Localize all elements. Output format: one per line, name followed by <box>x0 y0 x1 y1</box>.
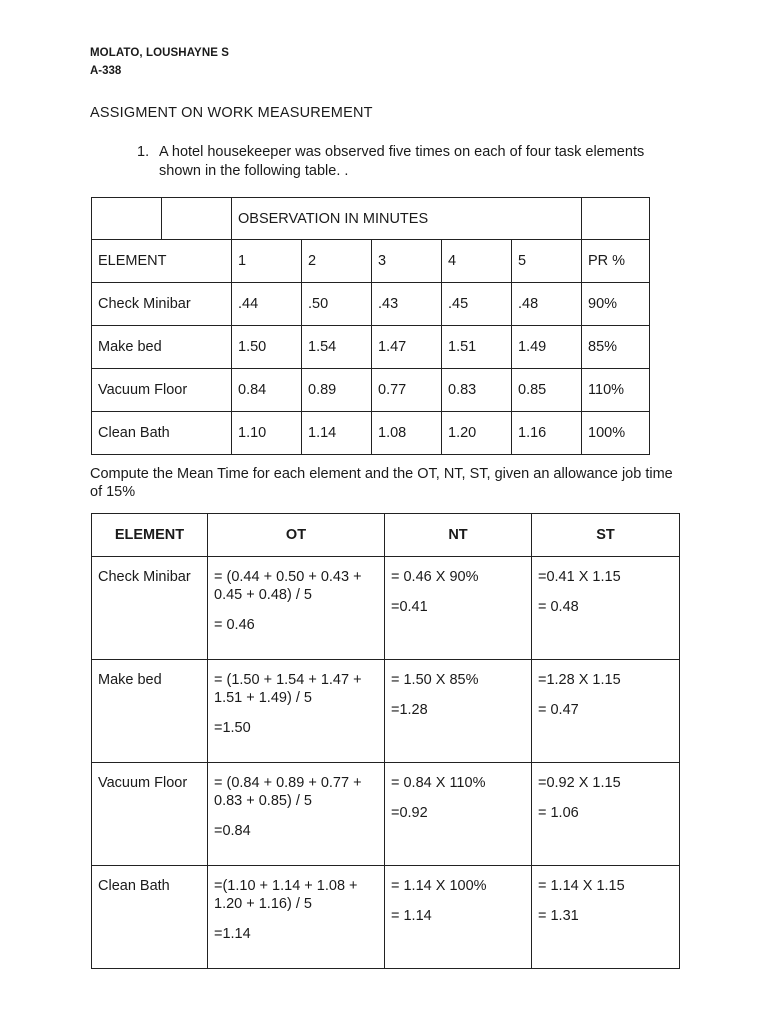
student-name: MOLATO, LOUSHAYNE S <box>90 47 230 59</box>
ot-result: =0.84 <box>214 823 251 839</box>
table-row <box>92 557 680 660</box>
ot-result: =1.50 <box>214 720 251 736</box>
st-formula: = 1.14 X 1.15 <box>538 878 625 894</box>
st-cell <box>532 557 680 660</box>
st-cell <box>532 660 680 763</box>
st-result: = 1.06 <box>538 805 579 821</box>
header-blank-cell <box>582 198 650 240</box>
st-formula: =0.41 X 1.15 <box>538 569 621 585</box>
st-formula: =1.28 X 1.15 <box>538 672 621 688</box>
st-formula: =0.92 X 1.15 <box>538 775 621 791</box>
assignment-title: ASSIGMENT ON WORK MEASUREMENT <box>90 105 373 121</box>
observation-cell: .48 <box>512 283 582 326</box>
nt-result: = 1.14 <box>391 908 432 924</box>
observation-table <box>91 197 650 455</box>
instruction-text: Compute the Mean Time for each element and the OT, NT, ST, given an allowance job time of 15% <box>90 466 673 500</box>
element-cell: Check Minibar <box>92 557 208 660</box>
ot-result: = 0.46 <box>214 617 255 633</box>
observation-header-row <box>92 198 650 240</box>
rating-cell: 100% <box>582 412 650 455</box>
nt-result: =0.92 <box>391 805 428 821</box>
nt-formula: = 0.84 X 110% <box>391 775 486 791</box>
column-header: ELEMENT <box>92 240 232 283</box>
rating-cell: 90% <box>582 283 650 326</box>
column-header-row <box>92 514 680 557</box>
ot-formula: = (0.44 + 0.50 + 0.43 + 0.45 + 0.48) / 5 <box>214 569 362 603</box>
observation-cell: .44 <box>232 283 302 326</box>
column-header: 4 <box>442 240 512 283</box>
element-cell: Vacuum Floor <box>92 369 232 412</box>
table-row <box>92 763 680 866</box>
ot-cell <box>208 866 385 969</box>
rating-cell: 110% <box>582 369 650 412</box>
observation-cell: 0.83 <box>442 369 512 412</box>
observation-cell: 1.14 <box>302 412 372 455</box>
header-blank-cell <box>92 198 162 240</box>
column-header: 2 <box>302 240 372 283</box>
column-header-row <box>92 240 650 283</box>
observation-cell: .45 <box>442 283 512 326</box>
table-row <box>92 283 650 326</box>
table-row <box>92 326 650 369</box>
observation-cell: 1.20 <box>442 412 512 455</box>
table-row <box>92 866 680 969</box>
ot-cell <box>208 660 385 763</box>
st-cell <box>532 763 680 866</box>
ot-result: =1.14 <box>214 926 251 942</box>
rating-cell: 85% <box>582 326 650 369</box>
computation-table <box>91 513 680 969</box>
column-header: 5 <box>512 240 582 283</box>
element-cell: Make bed <box>92 326 232 369</box>
element-cell: Check Minibar <box>92 283 232 326</box>
element-cell: Make bed <box>92 660 208 763</box>
ot-formula: = (1.50 + 1.54 + 1.47 + 1.51 + 1.49) / 5 <box>214 672 362 706</box>
element-cell: Clean Bath <box>92 412 232 455</box>
observation-cell: 1.54 <box>302 326 372 369</box>
question-text: A hotel housekeeper was observed five times on each of four task elements shown in the following table. . <box>159 144 645 179</box>
observation-cell: 1.08 <box>372 412 442 455</box>
ot-formula: =(1.10 + 1.14 + 1.08 + 1.20 + 1.16) / 5 <box>214 878 358 912</box>
column-header: 3 <box>372 240 442 283</box>
observation-cell: 1.50 <box>232 326 302 369</box>
nt-result: =1.28 <box>391 702 428 718</box>
observation-cell: 1.49 <box>512 326 582 369</box>
st-result: = 1.31 <box>538 908 579 924</box>
column-header: OT <box>208 514 385 557</box>
nt-formula: = 0.46 X 90% <box>391 569 479 585</box>
nt-cell <box>385 866 532 969</box>
header-blank-cell <box>162 198 232 240</box>
nt-cell <box>385 660 532 763</box>
observation-cell: 0.89 <box>302 369 372 412</box>
observation-cell: 1.10 <box>232 412 302 455</box>
nt-cell <box>385 763 532 866</box>
st-result: = 0.48 <box>538 599 579 615</box>
table-row <box>92 660 680 763</box>
element-cell: Clean Bath <box>92 866 208 969</box>
element-cell: Vacuum Floor <box>92 763 208 866</box>
nt-cell <box>385 557 532 660</box>
column-header: PR % <box>582 240 650 283</box>
observation-cell: 0.85 <box>512 369 582 412</box>
observation-cell: 0.84 <box>232 369 302 412</box>
ot-cell <box>208 557 385 660</box>
column-header: ST <box>532 514 680 557</box>
observation-header: OBSERVATION IN MINUTES <box>232 198 582 240</box>
ot-cell <box>208 763 385 866</box>
nt-formula: = 1.50 X 85% <box>391 672 479 688</box>
question-1 <box>137 143 677 181</box>
observation-cell: 1.47 <box>372 326 442 369</box>
observation-cell: .50 <box>302 283 372 326</box>
column-header: NT <box>385 514 532 557</box>
column-header: ELEMENT <box>92 514 208 557</box>
observation-cell: 0.77 <box>372 369 442 412</box>
observation-cell: 1.51 <box>442 326 512 369</box>
column-header: 1 <box>232 240 302 283</box>
ot-formula: = (0.84 + 0.89 + 0.77 + 0.83 + 0.85) / 5 <box>214 775 362 809</box>
table-row <box>92 369 650 412</box>
st-cell <box>532 866 680 969</box>
observation-cell: 1.16 <box>512 412 582 455</box>
nt-formula: = 1.14 X 100% <box>391 878 487 894</box>
nt-result: =0.41 <box>391 599 428 615</box>
table-row <box>92 412 650 455</box>
student-id: A-338 <box>90 65 122 77</box>
st-result: = 0.47 <box>538 702 579 718</box>
observation-cell: .43 <box>372 283 442 326</box>
question-number: 1. <box>137 144 150 160</box>
